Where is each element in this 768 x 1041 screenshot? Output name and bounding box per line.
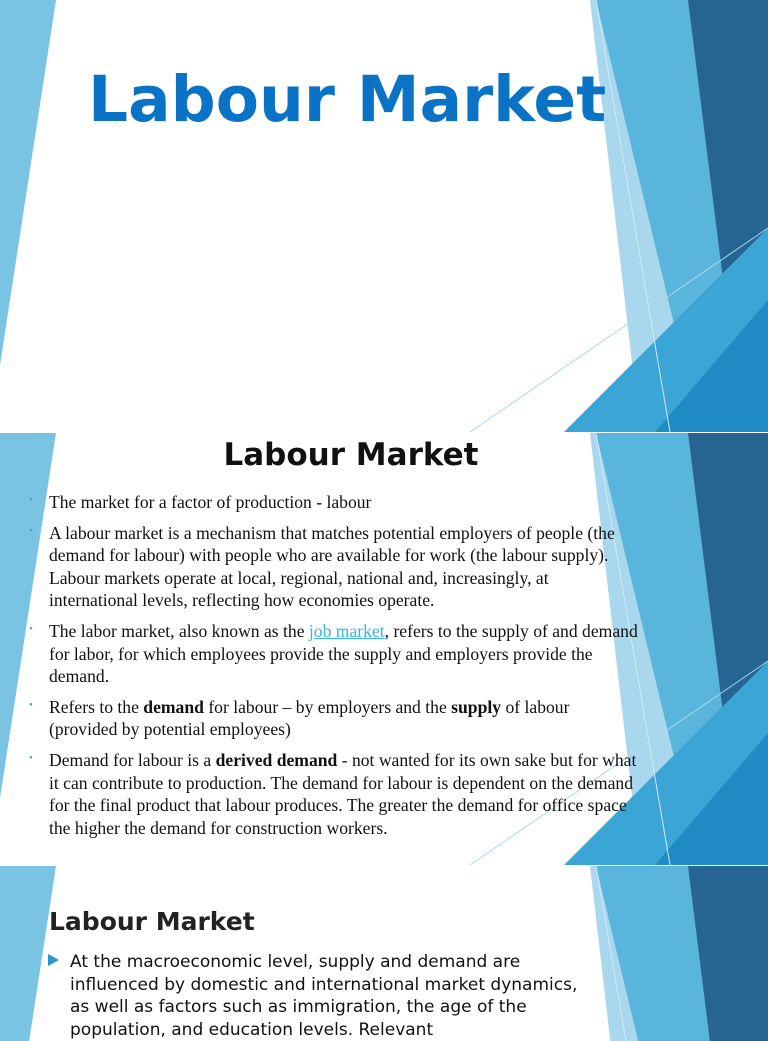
bullet-dot-icon: • [29,622,33,635]
bullet-dot-icon: • [29,494,33,506]
slide-title [0,0,768,432]
bullet-text: The market for a factor of production - labour [49,492,372,512]
bullet-text: At the macroeconomic level, supply and demand are influenced by domestic and international market dynamics, as well as factors such as immigration, the age of the population, and education levels. Relevant [70,952,578,1040]
bullet-item [0,749,639,839]
slide-content-partial [0,866,768,1040]
bullet-text: A labour market is a mechanism that matches potential employers of people (the demand for labour) with people who are available for work (the labour supply). Labour markets operate at local, regional, national and, increasingly, at international levels, reflecting how economies operate. [49,522,615,611]
bullet-text: for labour – by employers and the [203,696,452,717]
bullet-bold-term: derived demand [215,749,338,770]
bullet-list [0,491,639,847]
bullet-dot-icon: • [29,751,33,764]
bullet-item [0,522,639,612]
slide-heading: Labour Market [49,907,255,936]
bullet-dot-icon: • [29,524,33,537]
slide-content [0,433,768,865]
bullet-bold-term: demand [143,696,204,717]
bullet-text: Demand for labour is a [49,749,216,770]
slide-heading: Labour Market [223,437,479,473]
bullet-item [0,696,639,741]
bullet-text-before: The labor market, also known as the [49,620,309,641]
bullet-item [0,491,639,514]
bullet-list [0,951,580,1041]
bullet-text-after: , refers to the supply of and demand for labor, for which employees provide the supply and employers provide the demand. [49,620,638,687]
bullet-text: - not wanted for its own sake but for what it can contribute to production. The demand for labour is dependent on the demand for the final product that labour produces. The greater the demand for office space the higher the demand for construction workers. [49,749,637,838]
bullet-text: of labour (provided by potential employees) [49,696,570,740]
bullet-bold-term: supply [451,696,502,717]
bullet-item [0,620,639,688]
bullet-text: Refers to the [49,696,144,717]
bullet-dot-icon: • [29,698,33,711]
bullet-item [0,951,580,1041]
slide-title-text: Labour Market [88,63,607,136]
triangle-arrow-icon [48,954,59,966]
job-market-link[interactable]: job market [308,620,385,641]
